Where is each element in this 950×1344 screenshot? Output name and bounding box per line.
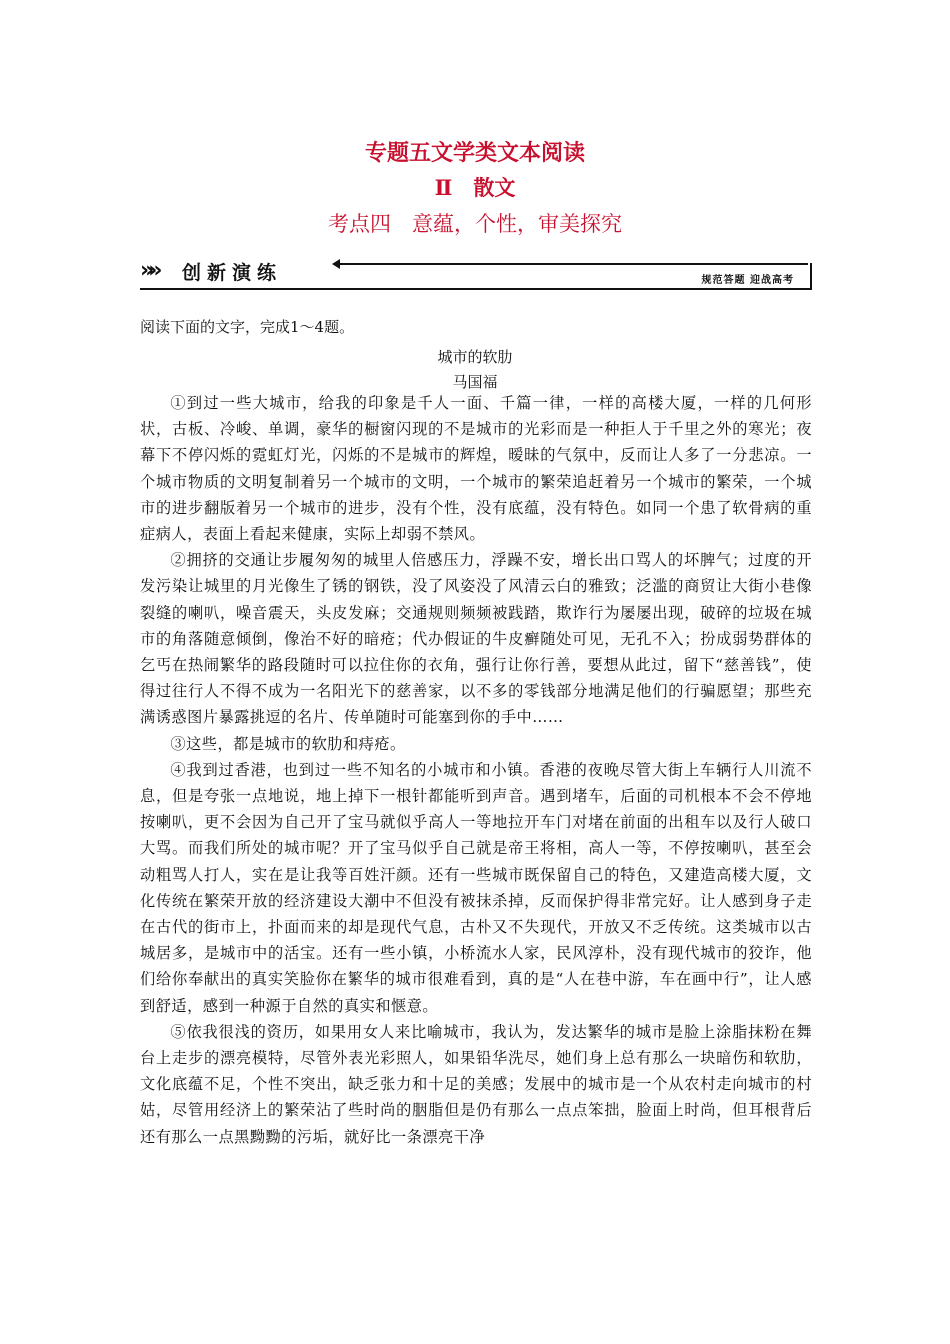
paragraph-2: ②拥挤的交通让步履匆匆的城里人倍感压力，浮躁不安，增长出口骂人的坏脾气；过度的开发污染让城里的月光像生了锈的钢铁，没了风姿没了风清云白的雅致；泛滥的商贸让大街小巷像裂缝的喇叭，噪音震天，头皮发麻；交通规则频频被践踏，欺诈行为屡屡出现，破碎的垃圾在城市的角落随意倾倒，像治不好的暗疮；代办假证的牛皮癣随处可见，无孔不入；扮成弱势群体的乞丐在热闹繁华的路段随时可以拉住你的衣角，强行让你行善，要想从此过，留下“慈善钱”，使得过往行人不得不成为一名阳光下的慈善家，以不多的零钱部分地满足他们的行骗愿望；那些充满诱惑图片暴露挑逗的名片、传单随时可能塞到你的手中…… bbox=[140, 551, 812, 727]
banner-subtitle: 规范答题 迎战高考 bbox=[701, 275, 794, 286]
topic-heading: 专题五文学类文本阅读 bbox=[364, 140, 585, 166]
essay-title: 城市的软肋 bbox=[437, 348, 513, 366]
paragraph-5: ⑤依我很浅的资历，如果用女人来比喻城市，我认为，发达繁华的城市是脸上涂脂抹粉在舞台上走步的漂亮模特，尽管外表光彩照人，如果铅华洗尽，她们身上总有那么一块暗伤和软肋，文化底蕴不足，个性不突出，缺乏张力和十足的美感；发展中的城市是一个从农村走向城市的村姑，尽管用经济上的繁荣沾了些时尚的胭脂但是仍有那么一点点笨拙，脸面上时尚，但耳根背后还有那么一点黑黝黝的污垢，就好比一条漂亮干净 bbox=[140, 1022, 812, 1146]
instruction: 阅读下面的文字，完成1～4题。 bbox=[140, 318, 355, 336]
double-chevron-icon: »» bbox=[140, 258, 157, 283]
essay-author: 马国福 bbox=[452, 373, 498, 391]
point-heading: 考点四 意蕴，个性，审美探究 bbox=[328, 212, 622, 236]
banner-title: 创新演练 bbox=[182, 262, 283, 284]
banner-bottom-line bbox=[140, 288, 812, 290]
essay-body bbox=[140, 390, 812, 1150]
paragraph-1: ①到过一些大城市，给我的印象是千人一面、千篇一律，一样的高楼大厦，一样的几何形状，古板、冷峻、单调，豪华的橱窗闪现的不是城市的光彩而是一种拒人于千里之外的寒光；夜幕下不停闪烁的霓虹灯光，闪烁的不是城市的辉煌，暧昧的气氛中，反而让人多了一分悲凉。一个城市物质的文明复制着另一个城市的文明，一个城市的繁荣追赶着另一个城市的繁荣，一个城市的进步翻版着另一个城市的进步，没有个性，没有底蕴，没有特色。如同一个患了软骨病的重症病人，表面上看起来健康，实际上却弱不禁风。 bbox=[140, 394, 812, 544]
section-heading: Ⅱ 散文 bbox=[434, 175, 516, 200]
arrow-line bbox=[336, 263, 808, 265]
paragraph-4: ④我到过香港，也到过一些不知名的小城市和小镇。香港的夜晚尽管大街上车辆行人川流不息，但是夸张一点地说，地上掉下一根针都能听到声音。遇到堵车，后面的司机根本不会不停地按喇叭，更不会因为自己开了宝马就似乎高人一等地拉开车门对堵在前面的出租车以及行人破口大骂。而我们所处的城市呢？开了宝马似乎自己就是帝王将相，高人一等，不停按喇叭，甚至会动粗骂人打人，实在是让我等百姓汗颜。还有一些城市既保留自己的特色，又建造高楼大厦，文化传统在繁荣开放的经济建设大潮中不但没有被抹杀掉，反而保护得非常完好。让人感到身子走在古代的街市上，扑面而来的却是现代气息，古朴又不失现代，开放又不乏传统。这类城市以古城居多，是城市中的活宝。还有一些小镇，小桥流水人家，民风淳朴，没有现代城市的狡诈，他们给你奉献出的真实笑脸你在繁华的城市很难看到，真的是“人在巷中游，车在画中行”，让人感到舒适，感到一种源于自然的真实和惬意。 bbox=[140, 760, 812, 1015]
practice-banner bbox=[140, 254, 812, 290]
paragraph-3: ③这些，都是城市的软肋和痔疮。 bbox=[170, 734, 406, 753]
banner-corner-line bbox=[810, 263, 812, 290]
